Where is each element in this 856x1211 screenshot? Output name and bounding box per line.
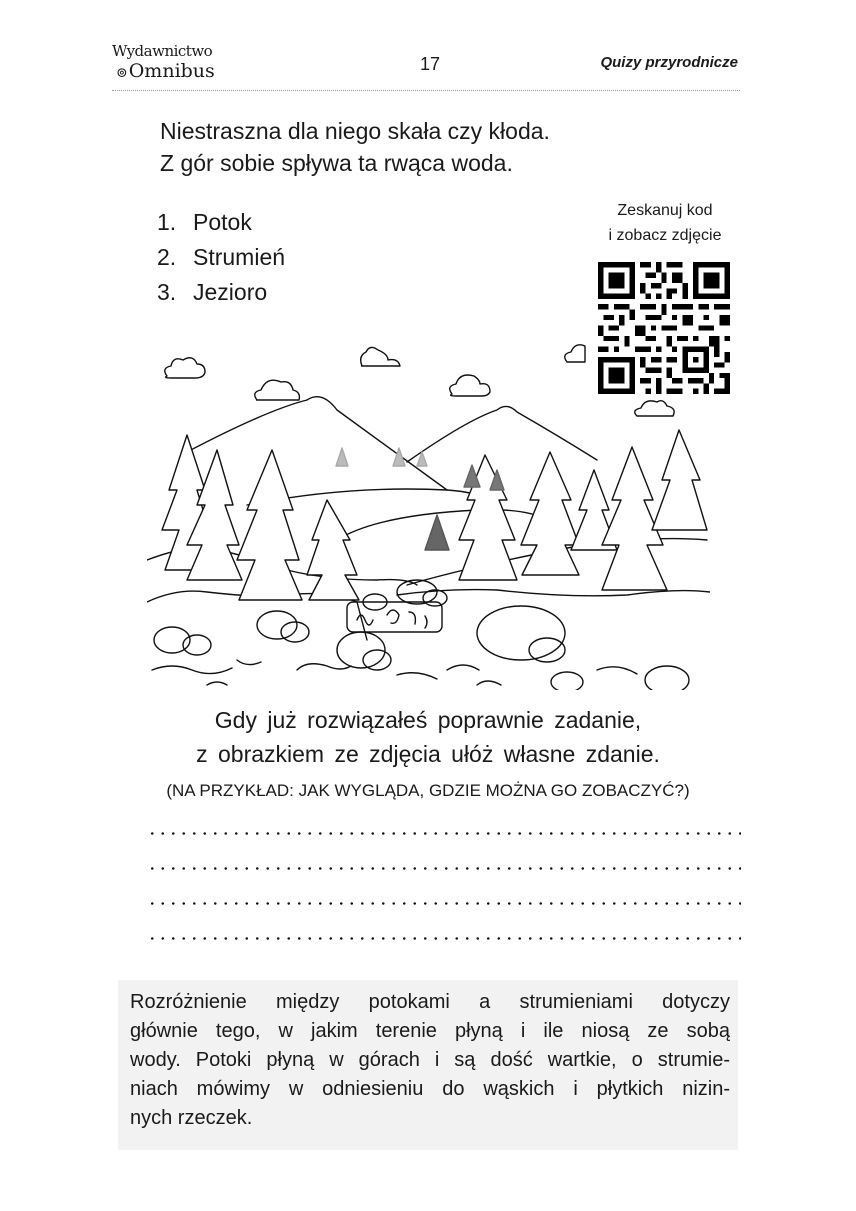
instruction-line: Gdy już rozwiązałeś poprawnie zadanie, bbox=[214, 707, 642, 733]
stream-illustration bbox=[147, 340, 710, 690]
riddle-line: Niestraszna dla niego skała czy kłoda. bbox=[160, 118, 550, 144]
cloud-icon bbox=[165, 358, 205, 378]
page-number: 17 bbox=[419, 54, 441, 74]
riddle bbox=[160, 115, 550, 179]
info-line: nych rzeczek. bbox=[130, 1107, 253, 1129]
answer-number: 1. bbox=[157, 209, 177, 235]
instruction-hint: (NA PRZYKŁAD: JAK WYGLĄDA, GDZIE MOŻNA GO ZOBACZYĆ?) bbox=[166, 781, 690, 800]
answer-label: Potok bbox=[193, 209, 252, 235]
cart-icon: ⊚ bbox=[116, 65, 128, 81]
writing-line[interactable] bbox=[147, 818, 741, 853]
answer-option-1[interactable] bbox=[157, 205, 285, 240]
instruction-line: z obrazkiem ze zdjęcia ułóż własne zdanie. bbox=[196, 741, 660, 767]
mountain-left bbox=[187, 397, 447, 490]
logo-omnibus: Omnibus bbox=[128, 60, 215, 82]
instruction bbox=[120, 703, 736, 771]
section-title: Quizy przyrodnicze bbox=[600, 54, 738, 71]
pine-tree-icon bbox=[162, 430, 707, 600]
info-line: głównie tego, w jakim terenie płyną i ile niosą ze sobą bbox=[130, 1020, 730, 1042]
publisher-logo bbox=[112, 42, 222, 88]
cloud-icon bbox=[635, 401, 674, 416]
logo-line-1: Wydawnictwo bbox=[112, 42, 213, 60]
answer-label: Jezioro bbox=[193, 279, 268, 305]
answer-label: Strumień bbox=[193, 244, 286, 270]
qr-caption bbox=[580, 198, 750, 248]
answer-number: 3. bbox=[157, 279, 177, 305]
info-line: niach mówimy w odniesieniu do wąskich i płytkich nizin- bbox=[130, 1078, 730, 1100]
cloud-icon bbox=[255, 380, 300, 400]
answer-options bbox=[157, 205, 285, 310]
cloud-icon bbox=[450, 375, 490, 396]
logo-line-2 bbox=[112, 60, 222, 84]
answer-option-3[interactable] bbox=[157, 275, 285, 310]
info-text bbox=[130, 988, 730, 1133]
info-line: wody. Potoki płyną w górach i są dość wartkie, o strumie- bbox=[130, 1049, 730, 1071]
answer-writing-area bbox=[147, 818, 741, 958]
qr-caption-line-2: i zobacz zdjęcie bbox=[608, 227, 722, 244]
riddle-line: Z gór sobie spływa ta rwąca woda. bbox=[160, 150, 513, 176]
qr-caption-line-1: Zeskanuj kod bbox=[617, 202, 713, 219]
cloud-icon bbox=[565, 345, 585, 362]
answer-number: 2. bbox=[157, 244, 177, 270]
writing-line[interactable] bbox=[147, 888, 741, 923]
writing-line[interactable] bbox=[147, 923, 741, 958]
answer-option-2[interactable] bbox=[157, 240, 285, 275]
info-line: Rozróżnienie między potokami a strumieniami dotyczy bbox=[130, 991, 730, 1013]
writing-line[interactable] bbox=[147, 853, 741, 888]
mountain-right bbox=[407, 406, 597, 462]
header-divider bbox=[112, 90, 740, 91]
cloud-icon bbox=[361, 347, 400, 366]
